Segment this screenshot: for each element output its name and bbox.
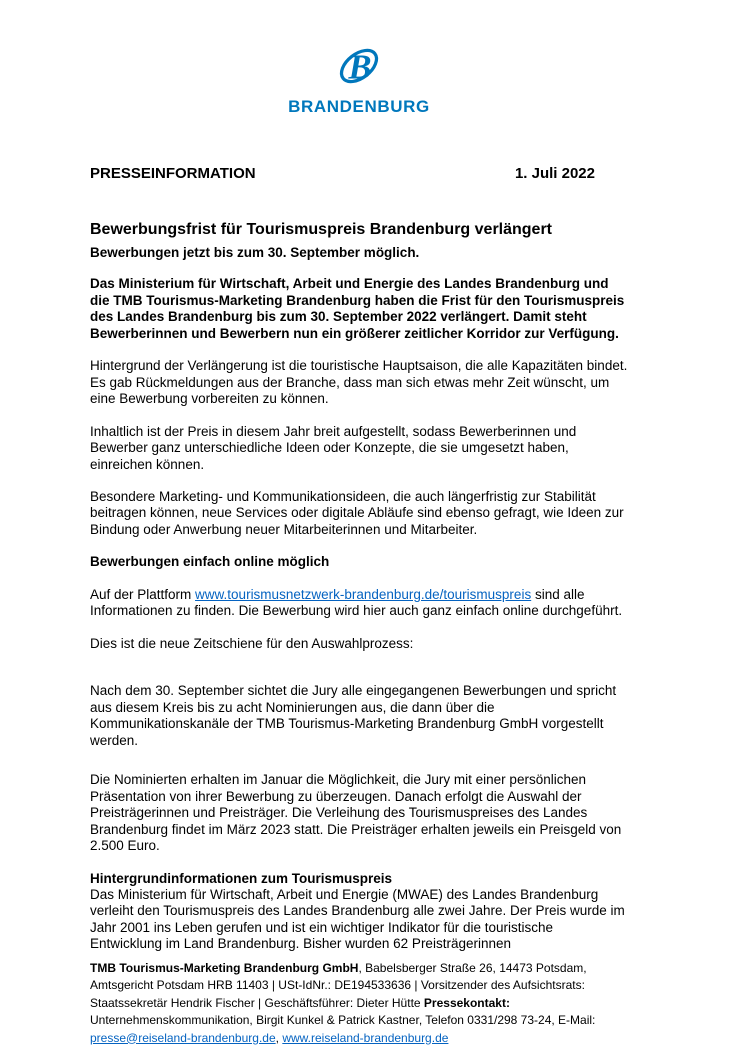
platform-text-after: sind alle Informationen zu finden. Die Bewerbung wird hier auch ganz einfach online durchgeführt. [90, 586, 623, 619]
paragraph-content: Inhaltlich ist der Preis in diesem Jahr breit aufgestellt, sodass Bewerberinnen und Bewerber ganz unterschiedliche Ideen oder Konzepte, die sie umgesetzt haben, einreichen können. [90, 423, 577, 472]
press-date: 1. Juli 2022 [514, 165, 595, 182]
footer-address: , Babelsberger Straße 26, 14473 Potsdam, Amtsgericht Potsdam HRB 11403 | USt-IdNr.: DE194533636 | Vorsitzender des Aufsichtsrats: Staatssekretär Hendrik Fischer | Geschäftsführer: Dieter Hütte [90, 961, 587, 1010]
press-contact-text: Unternehmenskommunikation, Birgit Kunkel & Patrick Kastner, Telefon 0331/298 73-24, E-Mail: [90, 1013, 596, 1028]
paragraph-nominees: Die Nominierten erhalten im Januar die Möglichkeit, die Jury mit einer persönlichen Präsentation von ihrer Bewerbung zu überzeugen. Danach erfolgt die Auswahl der Preisträgerinnen und Preisträger. Die Verleihung des Tourismuspreises des Landes Brandenburg findet im März 2023 statt. Die Preisträger erhalten jeweils ein Preisgeld von 2.500 Euro. [90, 772, 622, 854]
paragraph-jury: Nach dem 30. September sichtet die Jury alle eingegangenen Bewerbungen und spricht aus diesem Kreis bis zu acht Nominierungen aus, die dann über die Kommunikationskanäle der TMB Tourismus-Marketing Brandenburg GmbH vorgestellt werden. [90, 683, 617, 748]
timeline-intro: Dies ist die neue Zeitschiene für den Auswahlprozess: [90, 635, 414, 651]
platform-text-before: Auf der Plattform [90, 586, 196, 602]
doc-type-label: PRESSEINFORMATION [90, 165, 256, 182]
section-heading-background: Hintergrundinformationen zum Tourismuspreis [90, 870, 393, 886]
footer-separator: , [275, 1030, 283, 1045]
press-title: Bewerbungsfrist für Tourismuspreis Brandenburg verlängert [90, 221, 553, 238]
brandenburg-wordmark: BRANDENBURG [288, 97, 430, 116]
paragraph-ideas: Besondere Marketing- und Kommunikationsideen, die auch längerfristig zur Stabilität beitragen können, neue Services oder digitale Abläufe sind ebenso gefragt, wie Ideen zur Bindung oder Anwerbung neuer Mitarbeiterinnen und Mitarbeiter. [90, 489, 624, 537]
email-link[interactable]: presse@reiseland-brandenburg.de [90, 1030, 276, 1045]
website-link[interactable]: www.reiseland-brandenburg.de [282, 1030, 449, 1045]
footer-imprint [90, 960, 632, 1047]
press-contact-label: Pressekontakt: [423, 995, 510, 1010]
tourismuspreis-link[interactable]: www.tourismusnetzwerk-brandenburg.de/tourismuspreis [195, 586, 532, 602]
paragraph-background: Das Ministerium für Wirtschaft, Arbeit und Energie (MWAE) des Landes Brandenburg verleiht den Tourismuspreis des Landes Brandenburg alle zwei Jahre. Der Preis wurde im Jahr 2001 ins Leben gerufen und ist ein wichtiger Indikator für die touristische Entwicklung im Land Brandenburg. Bisher wurden 62 Preisträgerinnen [90, 886, 625, 952]
brandenburg-logo [90, 0, 628, 117]
footer-company: TMB Tourismus-Marketing Brandenburg GmbH [90, 961, 359, 975]
brandenburg-b-globe-icon [336, 42, 382, 95]
platform-paragraph [90, 587, 628, 620]
section-heading-online: Bewerbungen einfach online möglich [90, 554, 330, 570]
lead-paragraph: Das Ministerium für Wirtschaft, Arbeit und Energie des Landes Brandenburg und die TMB Tourismus-Marketing Brandenburg haben die Frist für den Tourismuspreis des Landes Brandenburg bis zum 30. September 2022 verlängert. Damit steht Bewerberinnen und Bewerbern nun ein größerer zeitlicher Korridor zur Verfügung. [90, 276, 625, 341]
paragraph-season: Hintergrund der Verlängerung ist die touristische Hauptsaison, die alle Kapazitäten bindet. Es gab Rückmeldungen aus der Branche, dass man sich etwas mehr Zeit wünscht, um eine Bewerbung vorbereiten zu können. [90, 358, 628, 407]
svg-text:B: B [348, 48, 372, 87]
press-header-row [90, 165, 628, 182]
press-subtitle: Bewerbungen jetzt bis zum 30. September möglich. [90, 245, 420, 260]
